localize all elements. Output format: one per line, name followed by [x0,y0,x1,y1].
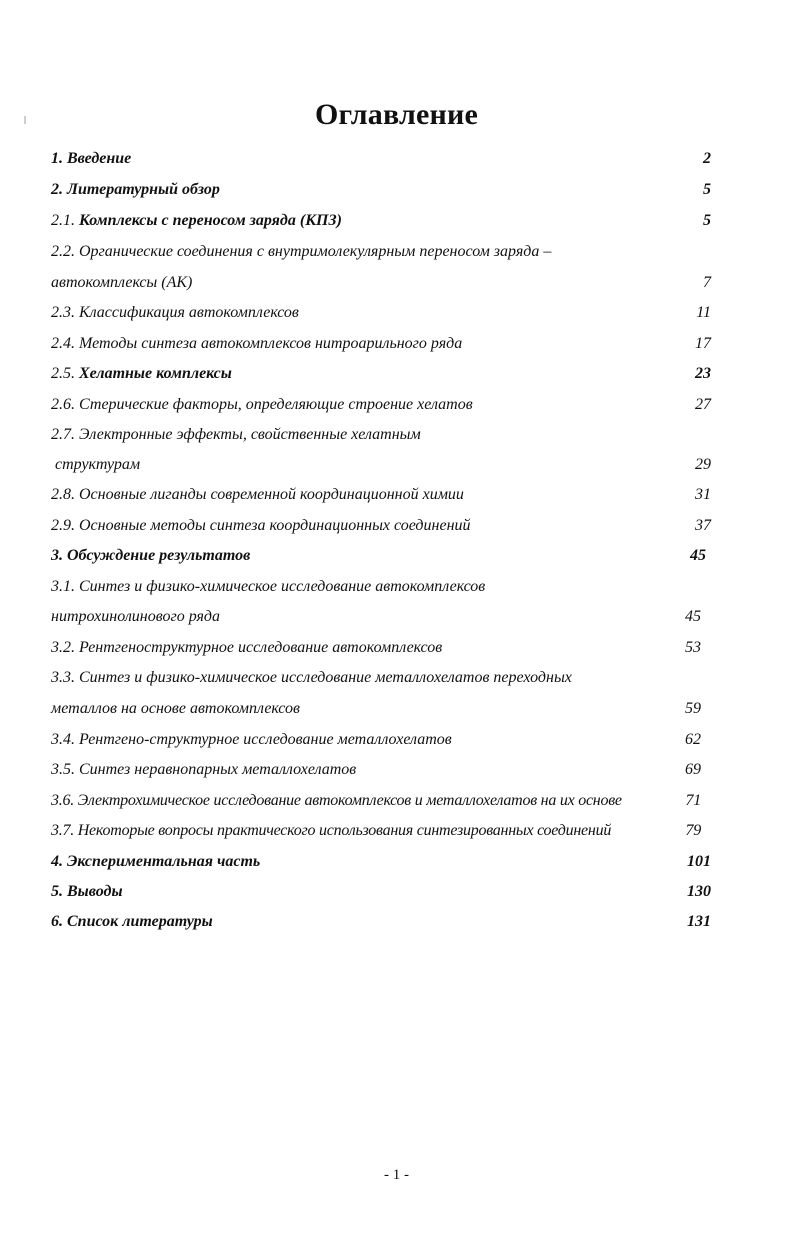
toc-entry-title: Электрохимическое исследование автокомплексов и металлохелатов на их основе [77,792,622,809]
toc-entry-page: 2 [703,150,711,167]
toc-entry-number: 2.6. [51,396,79,413]
toc-entry[interactable] [51,480,711,510]
toc-entry-continuation[interactable] [51,602,701,632]
toc-entry-title: металлов на основе автокомплексов [51,700,300,717]
toc-entry-title: Комплексы с переносом заряда (КПЗ) [79,212,342,229]
toc-entry[interactable] [51,755,701,785]
toc-entry-title: Список литературы [67,913,213,930]
toc-entry-title: автокомплексы (АК) [51,274,193,291]
toc-entry-title: структурам [55,456,141,473]
toc-entry-title: Литературный обзор [67,181,220,198]
toc-entry-number: 3.3. [51,669,79,686]
toc-entry-title: Экспериментальная часть [67,853,261,870]
toc-entry-page: 69 [685,761,701,778]
toc-entry-page: 5 [703,181,711,198]
toc-entry-title: Выводы [67,883,123,900]
toc-entry-number: 3.7. [51,822,78,839]
toc-entry-page: 37 [695,517,711,534]
toc-entry[interactable] [51,420,711,450]
toc-entry-page: 23 [695,365,711,382]
toc-entry-title: Синтез и физико-химическое исследование автокомплексов [79,578,486,595]
toc-entry-title: Обсуждение результатов [67,547,251,564]
toc-entry-title: Основные методы синтеза координационных соединений [79,517,471,534]
page-title: Оглавление [314,98,479,131]
toc-entry-title: Некоторые вопросы практического использования синтезированных соединений [77,822,612,839]
toc-entry-continuation[interactable] [51,694,701,724]
toc-entry-page: 11 [696,304,711,321]
toc-entry[interactable] [51,541,706,571]
toc-entry-number: 2.1. [51,212,79,229]
toc-entry[interactable] [51,907,711,937]
toc-entry-title: Органические соединения с внутримолекулярным переносом заряда – [79,243,552,260]
toc-entry-page: 59 [685,700,701,717]
toc-entry[interactable] [51,144,711,174]
toc-entry-page: 79 [685,822,701,839]
toc-entry-title: Основные лиганды современной координационной химии [79,486,464,503]
toc-entry-page: 17 [695,335,711,352]
toc-entry-title: Синтез неравнопарных металлохелатов [79,761,357,778]
toc-entry-number: 4. [51,853,67,870]
toc-entry-number: 3.4. [51,731,79,748]
toc-entry-number: 6. [51,913,67,930]
toc-entry-title: Классификация автокомплексов [79,304,299,321]
toc-entry[interactable] [51,816,701,846]
toc-entry-title: Хелатные комплексы [79,365,232,382]
toc-entry-page: 53 [685,639,701,656]
toc-entry-page: 45 [690,547,706,564]
toc-entry[interactable] [51,633,701,663]
toc-entry-title: Стерические факторы, определяющие строение хелатов [79,396,473,413]
toc-entry[interactable] [51,329,711,359]
toc-entry[interactable] [51,725,701,755]
toc-entry-title: Методы синтеза автокомплексов нитроарильного ряда [79,335,463,352]
toc-entry-number: 1. [51,150,67,167]
toc-entry[interactable] [51,237,711,267]
toc-entry-page: 62 [685,731,701,748]
toc-entry-page: 130 [687,883,711,900]
toc-entry-page: 29 [695,456,711,473]
toc-entry[interactable] [51,511,711,541]
toc-entry-title: нитрохинолинового ряда [51,608,221,625]
toc-entry-number: 2.8. [51,486,79,503]
toc-entry-title: Рентгено-структурное исследование металлохелатов [79,731,452,748]
page-number: - 1 - [384,1167,409,1183]
toc-entry[interactable] [51,847,711,877]
toc-entry-number: 3.2. [51,639,79,656]
toc-entry-title: Введение [67,150,132,167]
toc-entry-number: 2.5. [51,365,79,382]
toc-entry-number: 3.1. [51,578,79,595]
toc-entry[interactable] [51,786,701,816]
toc-entry-number: 5. [51,883,67,900]
toc-entry-number: 2.9. [51,517,79,534]
toc-entry[interactable] [51,206,711,236]
toc-entry-page: 27 [695,396,711,413]
toc-entry[interactable] [51,390,711,420]
toc-entry[interactable] [51,877,711,907]
toc-entry-continuation[interactable] [55,450,711,480]
toc-entry[interactable] [51,663,711,693]
toc-entry-number: 2.3. [51,304,79,321]
toc-entry-number: 3. [51,547,67,564]
toc-entry-number: 3.6. [51,792,78,809]
toc-entry-number: 2.7. [51,426,79,443]
toc-entry-page: 131 [687,913,711,930]
toc-entry[interactable] [51,572,711,602]
toc-entry-page: 45 [685,608,701,625]
toc-entry-number: 2.4. [51,335,79,352]
toc-entry-number: 2. [51,181,67,198]
toc-entry-page: 31 [695,486,711,503]
toc-entry-page: 7 [703,274,711,291]
toc-entry[interactable] [51,298,711,328]
toc-entry-title: Электронные эффекты, свойственные хелатным [79,426,421,443]
toc-entry-page: 5 [703,212,711,229]
toc-entry-page: 101 [687,853,711,870]
toc-entry-number: 2.2. [51,243,79,260]
toc-entry-title: Рентгеноструктурное исследование автокомплексов [79,639,443,656]
toc-entry[interactable] [51,359,711,389]
toc-entry[interactable] [51,175,711,205]
toc-entry-continuation[interactable] [51,268,711,298]
toc-entry-page: 71 [685,792,701,809]
toc-entry-number: 3.5. [51,761,79,778]
toc-entry-title: Синтез и физико-химическое исследование металлохелатов переходных [79,669,572,686]
